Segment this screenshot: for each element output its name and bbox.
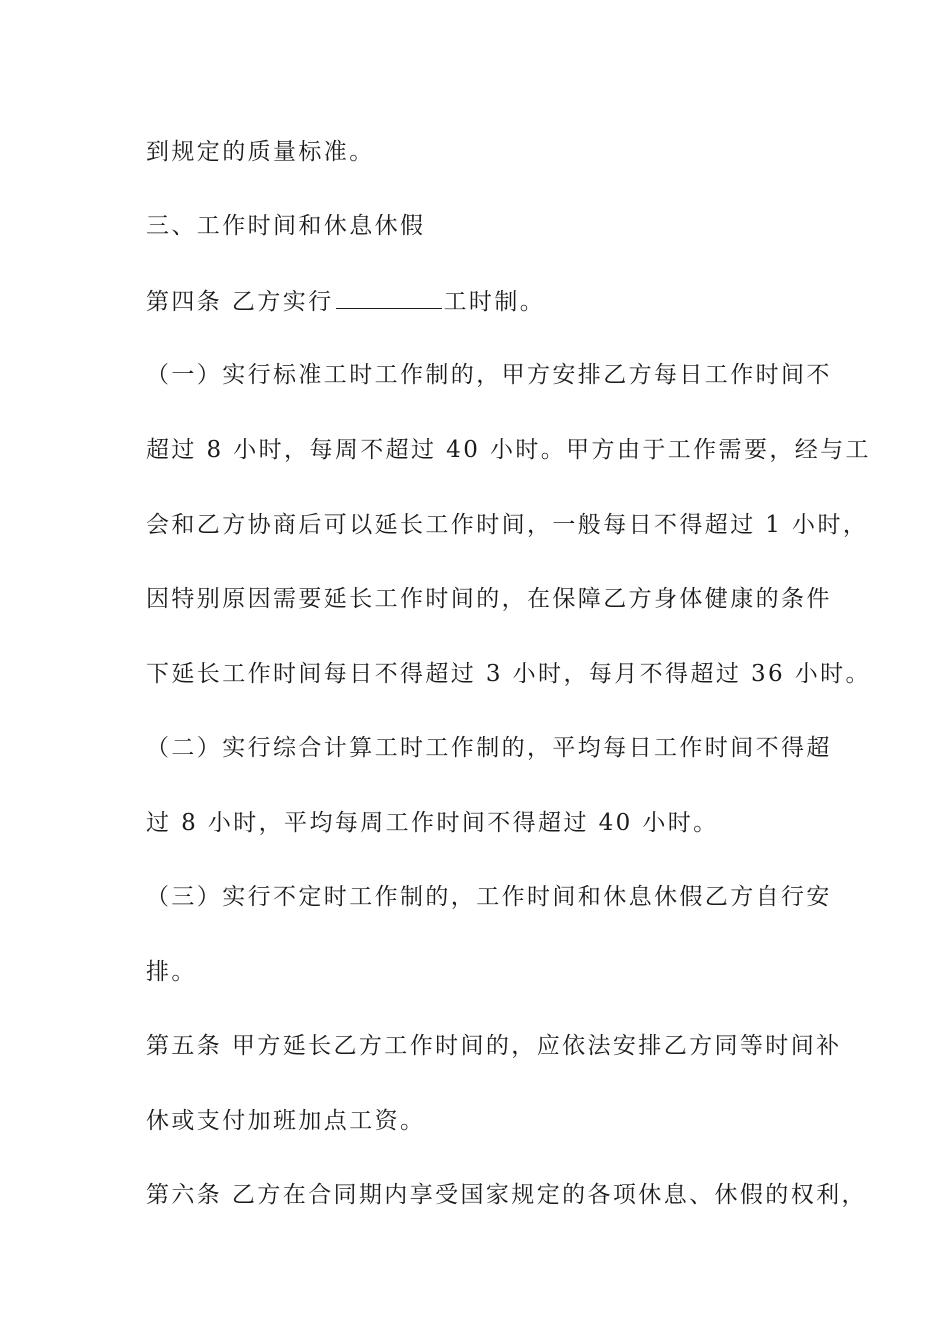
section-heading: 三、工作时间和休息休假 [146, 213, 426, 239]
text-line: 第六条 乙方在合同期内享受国家规定的各项休息、休假的权利， [146, 1182, 867, 1208]
text-line: （一）实行标准工时工作制的，甲方安排乙方每日工作时间不 [146, 362, 832, 388]
text-line: 超过 8 小时，每周不超过 40 小时。甲方由于工作需要，经与工 [146, 437, 871, 463]
text-line: 会和乙方协商后可以延长工作时间，一般每日不得超过 1 小时， [146, 512, 869, 538]
article-4-suffix: 工时制。 [443, 289, 546, 315]
fill-in-blank [336, 286, 442, 309]
article-4-line [146, 286, 545, 317]
text-line: 因特别原因需要延长工作时间的，在保障乙方身体健康的条件 [146, 586, 832, 612]
text-line: 下延长工作时间每日不得超过 3 小时，每月不得超过 36 小时。 [146, 661, 871, 687]
article-4-prefix: 第四条 乙方实行 [146, 289, 334, 315]
text-line: 排。 [146, 959, 197, 985]
text-line: （二）实行综合计算工时工作制的，平均每日工作时间不得超 [146, 735, 832, 761]
text-line: （三）实行不定时工作制的，工作时间和休息休假乙方自行安 [146, 884, 832, 910]
text-line: 第五条 甲方延长乙方工作时间的，应依法安排乙方同等时间补 [146, 1033, 842, 1059]
text-line: 休或支付加班加点工资。 [146, 1108, 426, 1134]
text-line: 到规定的质量标准。 [146, 139, 375, 165]
text-line: 过 8 小时，平均每周工作时间不得超过 40 小时。 [146, 810, 719, 836]
